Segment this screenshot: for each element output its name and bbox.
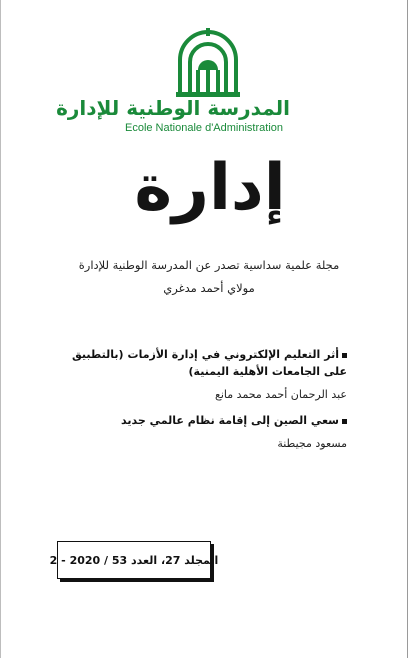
journal-director: مولاي أحمد مدغري xyxy=(163,281,255,295)
journal-title: إدارة xyxy=(134,151,286,225)
volume-issue-label: المجلد 27، العدد 53 / 2020 - 2 xyxy=(49,553,219,567)
bullet-icon xyxy=(342,353,347,358)
article-title xyxy=(72,346,347,380)
volume-issue-box xyxy=(49,541,219,579)
article-author: عبد الرحمان أحمد محمد مانع xyxy=(215,388,347,401)
ena-arch-logo-icon xyxy=(168,26,248,104)
article-title-text: سعي الصين إلى إقامة نظام عالمي جديد xyxy=(121,414,339,427)
page-right-edge xyxy=(407,0,408,658)
page-left-edge xyxy=(0,0,1,658)
school-name-french: Ecole Nationale d'Administration xyxy=(124,122,284,134)
article-author: مسعود مجيطنة xyxy=(277,437,347,450)
article-entry xyxy=(72,346,347,403)
article-entry xyxy=(72,412,347,452)
school-name-arabic: المدرسة الوطنية للإدارة xyxy=(56,96,290,120)
article-title xyxy=(72,412,347,429)
bullet-icon xyxy=(342,419,347,424)
journal-subtitle: مجلة علمية سداسية تصدر عن المدرسة الوطنية للإدارة xyxy=(78,258,340,272)
article-title-text: أثر التعليم الإلكتروني في إدارة الأزمات (بالتطبيق على الجامعات الأهلية اليمنية) xyxy=(72,348,347,378)
